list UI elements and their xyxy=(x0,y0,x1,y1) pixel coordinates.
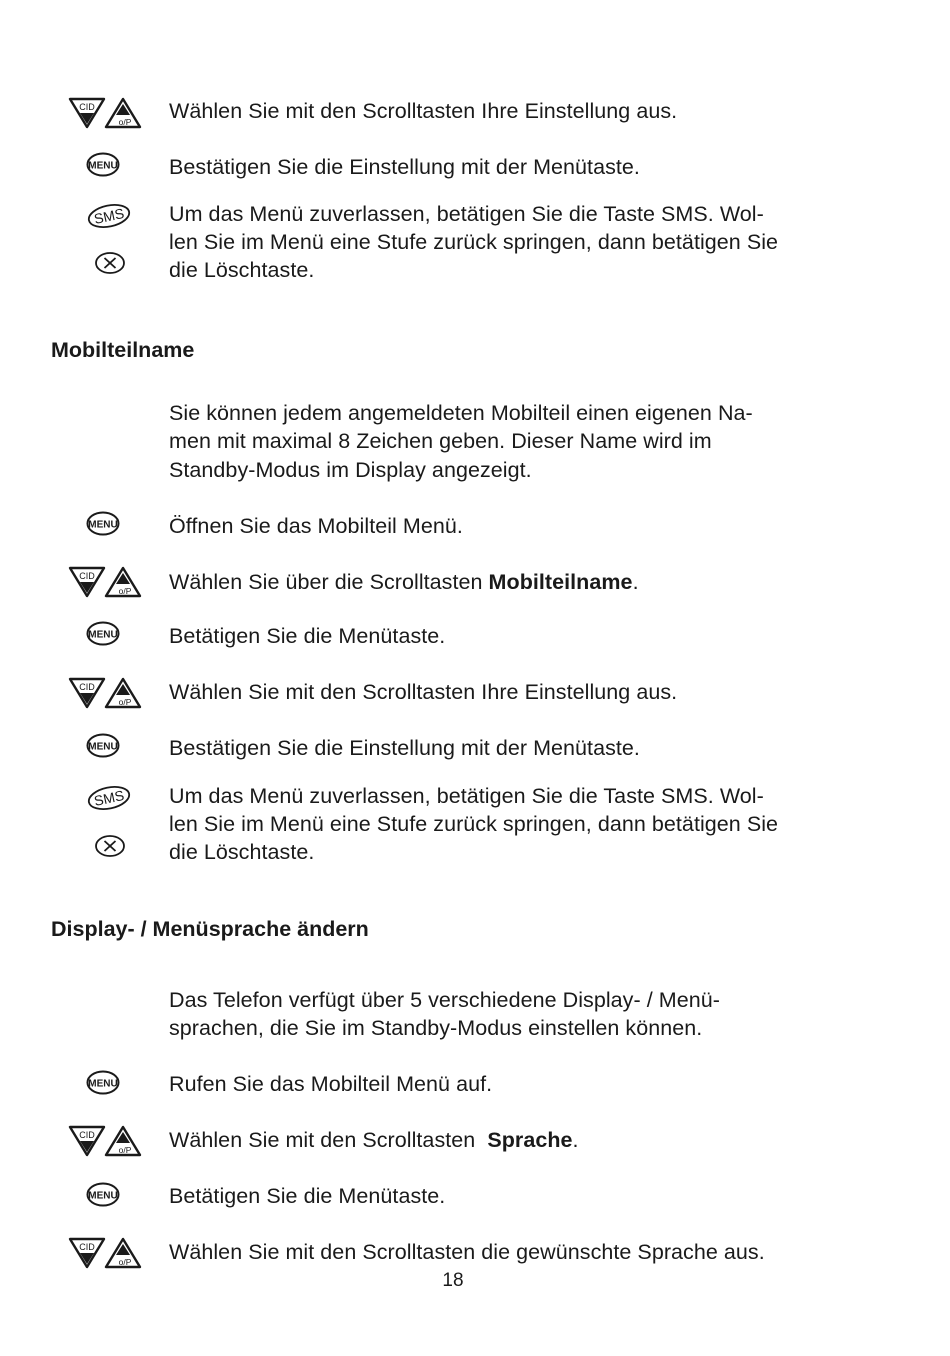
svg-text:CID: CID xyxy=(79,682,95,692)
svg-text:CID: CID xyxy=(79,571,95,581)
svg-text:o/P: o/P xyxy=(118,586,132,596)
svg-text:CID: CID xyxy=(79,102,95,112)
menu-key-icon xyxy=(86,621,120,646)
menu-key-icon xyxy=(86,511,120,536)
scroll-keys-icon xyxy=(68,676,142,710)
intro-line: sprachen, die Sie im Standby-Modus einstellen können. xyxy=(169,1016,703,1040)
instruction-exit-line: len Sie im Menü eine Stufe zurück springen, dann betätigen Sie xyxy=(169,812,779,836)
svg-text:MENU: MENU xyxy=(88,1078,118,1090)
intro-line: Standby-Modus im Display angezeigt. xyxy=(169,458,532,482)
instruction-press-menu: Betätigen Sie die Menütaste. xyxy=(169,624,446,648)
svg-text:SMS: SMS xyxy=(92,205,126,227)
instruction-exit-line: die Löschtaste. xyxy=(169,840,315,864)
instruction-exit-line: die Löschtaste. xyxy=(169,258,315,282)
instruction-open-menu: Öffnen Sie das Mobilteil Menü. xyxy=(169,514,463,538)
instruction-scroll: Wählen Sie mit den Scrolltasten Ihre Einstellung aus. xyxy=(169,680,678,704)
instruction-confirm: Bestätigen Sie die Einstellung mit der Menütaste. xyxy=(169,736,640,760)
svg-text:MENU: MENU xyxy=(88,1190,118,1202)
svg-text:CID: CID xyxy=(79,1130,95,1140)
instruction-exit-line: Um das Menü zuverlassen, betätigen Sie die Taste SMS. Wol- xyxy=(169,202,764,226)
scroll-keys-icon xyxy=(68,1236,142,1270)
instruction-exit-line: len Sie im Menü eine Stufe zurück springen, dann betätigen Sie xyxy=(169,230,779,254)
scroll-keys-icon xyxy=(68,565,142,599)
instruction-select: Wählen Sie über die Scrolltasten Mobilteilname. xyxy=(169,570,639,594)
svg-text:SMS: SMS xyxy=(92,787,126,809)
section-heading: Display- / Menüsprache ändern xyxy=(51,917,369,941)
page-number: 18 xyxy=(442,1270,464,1291)
section-heading: Mobilteilname xyxy=(51,338,195,362)
keyword: Sprache xyxy=(487,1128,573,1152)
menu-key-icon xyxy=(86,1182,120,1207)
scroll-keys-icon xyxy=(68,96,142,130)
intro-line: Das Telefon verfügt über 5 verschiedene Display- / Menü- xyxy=(169,988,720,1012)
instruction-confirm: Bestätigen Sie die Einstellung mit der Menütaste. xyxy=(169,155,640,179)
svg-text:o/P: o/P xyxy=(118,1257,132,1267)
svg-text:CID: CID xyxy=(79,1242,95,1252)
delete-key-icon xyxy=(94,834,126,858)
instruction-exit-line: Um das Menü zuverlassen, betätigen Sie die Taste SMS. Wol- xyxy=(169,784,764,808)
menu-key-icon xyxy=(86,1070,120,1095)
svg-text:o/P: o/P xyxy=(118,1145,132,1155)
svg-text:MENU: MENU xyxy=(88,741,118,753)
instruction-open-menu: Rufen Sie das Mobilteil Menü auf. xyxy=(169,1072,493,1096)
keyword: Mobilteilname xyxy=(488,570,633,594)
sms-key-icon xyxy=(86,202,132,230)
svg-text:MENU: MENU xyxy=(88,519,118,531)
delete-key-icon xyxy=(94,251,126,275)
instruction-scroll: Wählen Sie mit den Scrolltasten die gewünschte Sprache aus. xyxy=(169,1240,765,1264)
intro-line: Sie können jedem angemeldeten Mobilteil einen eigenen Na- xyxy=(169,401,753,425)
scroll-keys-icon xyxy=(68,1124,142,1158)
intro-line: men mit maximal 8 Zeichen geben. Dieser Name wird im xyxy=(169,429,712,453)
menu-key-icon xyxy=(86,152,120,177)
instruction-scroll: Wählen Sie mit den Scrolltasten Ihre Einstellung aus. xyxy=(169,99,678,123)
svg-text:MENU: MENU xyxy=(88,629,118,641)
instruction-press-menu: Betätigen Sie die Menütaste. xyxy=(169,1184,446,1208)
sms-key-icon xyxy=(86,784,132,812)
menu-key-icon xyxy=(86,733,120,758)
svg-text:o/P: o/P xyxy=(118,697,132,707)
instruction-select: Wählen Sie mit den Scrolltasten Sprache. xyxy=(169,1128,579,1152)
svg-text:MENU: MENU xyxy=(88,160,118,172)
svg-text:o/P: o/P xyxy=(118,117,132,127)
